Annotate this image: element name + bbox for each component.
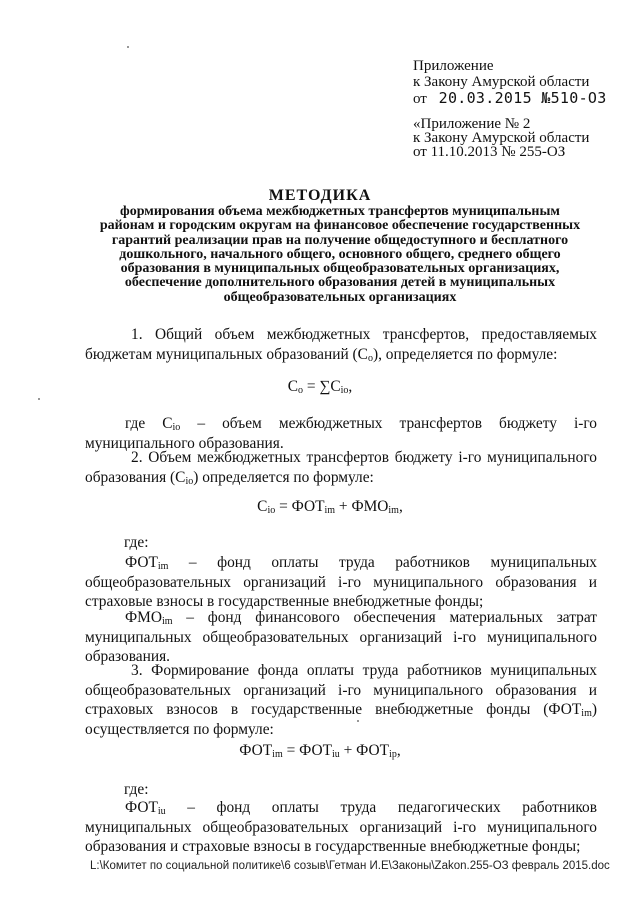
- appendix-line: Приложение: [413, 58, 494, 74]
- document-title: МЕТОДИКА: [268, 187, 372, 204]
- appendix-line: «Приложение № 2: [413, 116, 531, 132]
- paragraph-3: 3. Формирование фонда оплаты труда работников муниципальных общеобразовательных организаций i-го муниципального образования и страховых взносов в государственные внебюджетные фонды $(ФОТ_{im})$ осуществляется по формуле:: [85, 662, 597, 738]
- definition-fmo: $ФМО_{im}$ – фонд финансового обеспечения материальных затрат муниципальных общеобразовательных организаций i-го муниципального образования.: [85, 609, 597, 665]
- paragraph-where-1: где $C_{io}$ – объем межбюджетных трансфертов бюджету i-го муниципального образования.: [85, 415, 597, 452]
- paragraph-2: 2. Объем межбюджетных трансфертов бюджету i-го муниципального образования $(C_{io})$ определяется по формуле:: [85, 449, 597, 487]
- formula-1: $C_o = \sum C_{io}$,: [287, 378, 353, 396]
- document-subtitle: формирования объема межбюджетных трансфертов муниципальным районам и городским округам на финансовое обеспечение государственных гарантий реализации прав на получение общедоступного и бесплатного дошкольного, начального общего, основного общего, среднего общего образования в муниципальных общеобразовательных организациях, обеспечение дополнительного образования детей в муниципальных общеобразовательных организациях: [99, 204, 581, 305]
- where-label: где:: [124, 534, 149, 551]
- appendix-line: к Закону Амурской области: [413, 130, 590, 146]
- formula-2: $C_{io} = ФОТ_{im} + ФМО_{im}$,: [257, 498, 403, 516]
- appendix-prefix: от: [413, 91, 427, 107]
- definition-fot: $ФОТ_{im}$ – фонд оплаты труда работников муниципальных общеобразовательных организаций i-го муниципального образования и страховые взносы в государственные внебюджетные фонды;: [85, 554, 597, 610]
- definition-fotiu: $ФОТ_{iu}$ – фонд оплаты труда педагогических работников муниципальных общеобразовательных организаций i-го муниципального образования и страховые взносы в государственные внебюджетные фонды;: [85, 799, 597, 855]
- appendix-date-line: [413, 91, 607, 107]
- registration-stamp: 20.03.2015 №510-ОЗ: [438, 89, 607, 107]
- where-label: где:: [124, 781, 149, 798]
- appendix-line: от 11.10.2013 № 255-ОЗ: [413, 144, 566, 160]
- file-path-footer: L:\Комитет по социальной политике\6 созыв\Гетман И.Е\Законы\Zakon.255-ОЗ февраль 2015.doc: [90, 860, 610, 872]
- scan-speck: [127, 46, 129, 48]
- formula-3: $ФОТ_{im} = ФОТ_{iu} + ФОТ_{ip}$,: [239, 742, 401, 760]
- scan-speck: [38, 398, 40, 400]
- paragraph-1: 1. Общий объем межбюджетных трансфертов, предоставляемых бюджетам муниципальных образований $(C_o)$, определяется по формуле:: [85, 326, 597, 364]
- appendix-line: к Закону Амурской области: [413, 74, 590, 90]
